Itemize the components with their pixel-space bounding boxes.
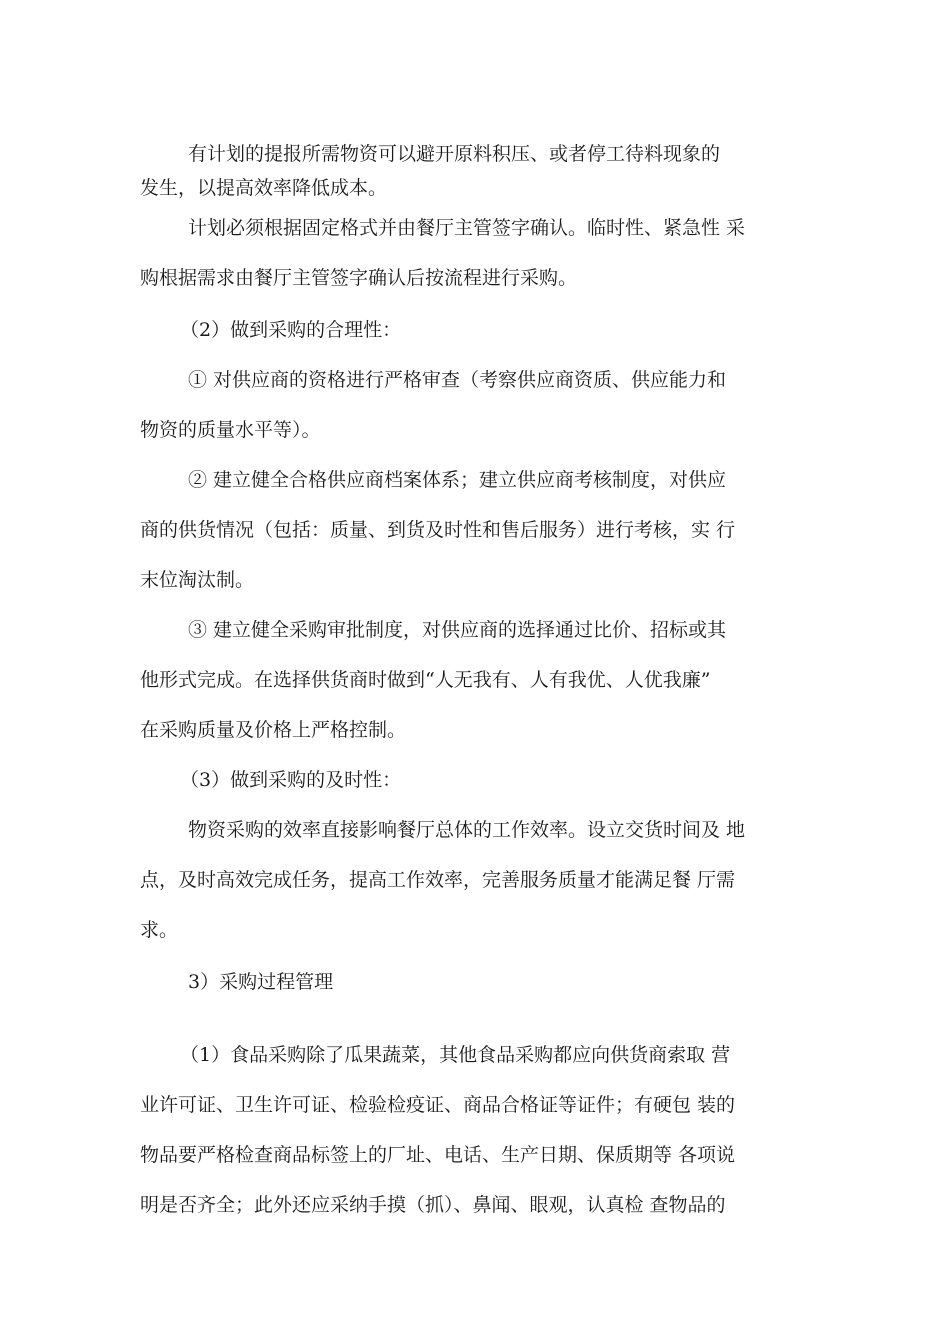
paragraph-line: 点，及时高效完成任务，提高工作效率，完善服务质量才能满足餐 厅需 — [140, 869, 736, 891]
paragraph-line: ① 对供应商的资格进行严格审查（考察供应商资质、供应能力和 — [188, 369, 727, 391]
paragraph-line: 明是否齐全；此外还应采纳手摸（抓）、鼻闻、眼观，认真检 查物品的 — [140, 1194, 726, 1216]
paragraph-line: ② 建立健全合格供应商档案体系；建立供应商考核制度，对供应 — [188, 469, 727, 491]
paragraph-line: 在采购质量及价格上严格控制。 — [140, 719, 407, 741]
paragraph-line: 物品要严格检查商品标签上的厂址、电话、生产日期、保质期等 各项说 — [140, 1144, 736, 1166]
paragraph-line: 商的供货情况（包括：质量、到货及时性和售后服务）进行考核，实 行 — [140, 519, 736, 541]
paragraph-line: ③ 建立健全采购审批制度，对供应商的选择通过比价、招标或其 — [188, 619, 727, 641]
paragraph-line: 物资的质量水平等）。 — [140, 419, 321, 441]
paragraph-line: 业许可证、卫生许可证、检验检疫证、商品合格证等证件；有硬包 装的 — [140, 1094, 736, 1116]
paragraph-line: （1）食品采购除了瓜果蔬菜，其他食品采购都应向供货商索取 营 — [180, 1044, 731, 1066]
section-heading: 3）采购过程管理 — [188, 971, 334, 993]
paragraph-line: 计划必须根据固定格式并由餐厅主管签字确认。临时性、紧急性 采 — [188, 217, 746, 239]
paragraph-line: 末位淘汰制。 — [140, 569, 255, 591]
section-heading: （3）做到采购的及时性： — [180, 769, 402, 791]
paragraph-line: 发生，以提高效率降低成本。 — [140, 177, 388, 199]
paragraph-line: 求。 — [140, 919, 179, 941]
paragraph-line: 他形式完成。在选择供货商时做到“人无我有、人有我优、人优我廉” — [140, 669, 711, 691]
section-heading: （2）做到采购的合理性： — [180, 319, 402, 341]
paragraph-line: 购根据需求由餐厅主管签字确认后按流程进行采购。 — [140, 267, 578, 289]
paragraph-line: 物资采购的效率直接影响餐厅总体的工作效率。设立交货时间及 地 — [188, 819, 746, 841]
paragraph-line: 有计划的提报所需物资可以避开原料积压、或者停工待料现象的 — [188, 143, 721, 165]
